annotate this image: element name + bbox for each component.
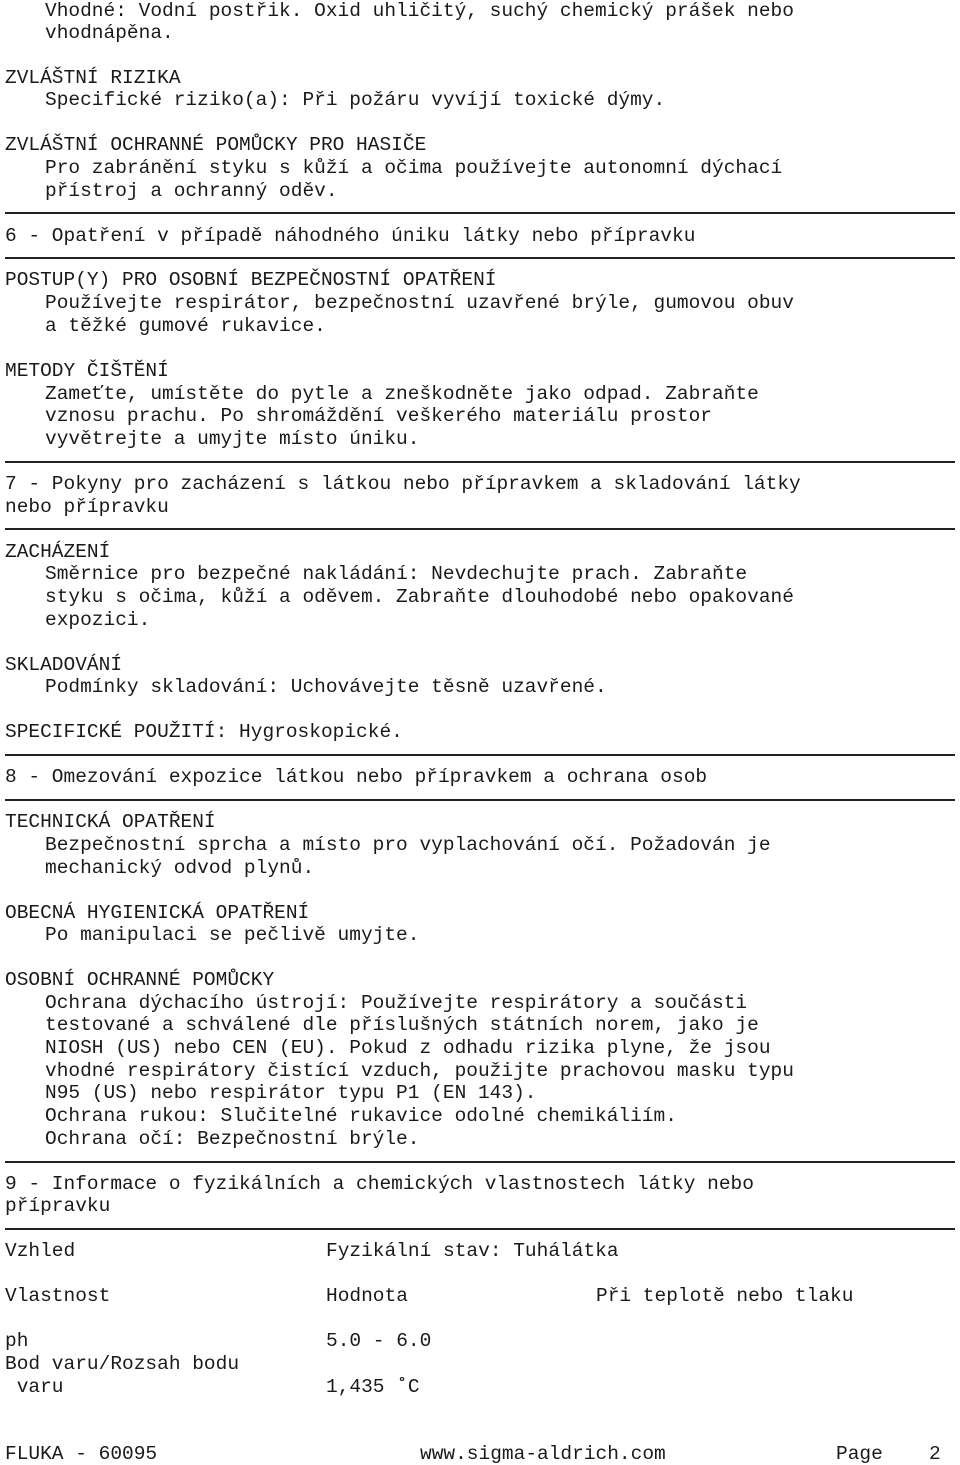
section-subheading: ZVLÁŠTNÍ OCHRANNÉ POMŮCKY PRO HASIČE xyxy=(5,134,427,156)
body-text: testované a schválené dle příslušných státních norem, jako je xyxy=(45,1014,759,1036)
section-subheading: POSTUP(Y) PRO OSOBNÍ BEZPEČNOSTNÍ OPATŘENÍ xyxy=(5,269,497,291)
extinguishing-media-line: vhodnápěna. xyxy=(45,22,174,44)
section-subheading: ZVLÁŠTNÍ RIZIKA xyxy=(5,67,181,89)
section-subheading: ZACHÁZENÍ xyxy=(5,541,111,563)
section-subheading: SPECIFICKÉ POUŽITÍ: Hygroskopické. xyxy=(5,721,403,743)
section-title: 8 - Omezování expozice látkou nebo přípravkem a ochrana osob xyxy=(5,766,708,788)
body-text: NIOSH (US) nebo CEN (EU). Pokud z odhadu rizika plyne, že jsou xyxy=(45,1037,771,1059)
section-divider xyxy=(5,257,955,259)
table-cell-value: 5.0 - 6.0 xyxy=(326,1330,432,1352)
table-cell-property: varu xyxy=(5,1376,64,1398)
body-text: Podmínky skladování: Uchovávejte těsně uzavřené. xyxy=(45,676,607,698)
section-divider xyxy=(5,212,955,214)
body-text: Ochrana rukou: Slučitelné rukavice odolné chemikáliím. xyxy=(45,1105,677,1127)
body-text: vyvětrejte a umyjte místo úniku. xyxy=(45,428,420,450)
table-header-value: Hodnota xyxy=(326,1285,408,1307)
section-title: 6 - Opatření v případě náhodného úniku látky nebo přípravku xyxy=(5,225,696,247)
table-cell-value: 1,435 ˚C xyxy=(326,1376,420,1398)
section-title: nebo přípravku xyxy=(5,496,169,518)
table-cell-property: ph xyxy=(5,1330,29,1352)
footer-page-number: 2 xyxy=(929,1443,941,1465)
section-divider xyxy=(5,528,955,530)
appearance-value: Fyzikální stav: Tuhálátka xyxy=(326,1240,619,1262)
section-subheading: TECHNICKÁ OPATŘENÍ xyxy=(5,811,216,833)
body-text: Specifické riziko(a): Při požáru vyvíjí toxické dýmy. xyxy=(45,89,666,111)
table-cell-property: Bod varu/Rozsah bodu xyxy=(5,1353,240,1375)
table-header-property: Vlastnost xyxy=(5,1285,111,1307)
section-subheading: OSOBNÍ OCHRANNÉ POMŮCKY xyxy=(5,969,275,991)
body-text: Ochrana dýchacího ústrojí: Používejte respirátory a součásti xyxy=(45,992,748,1014)
table-header-condition: Při teplotě nebo tlaku xyxy=(596,1285,854,1307)
body-text: Zameťte, umístěte do pytle a zneškodněte jako odpad. Zabraňte xyxy=(45,383,759,405)
footer-product: FLUKA - 60095 xyxy=(5,1443,158,1465)
appearance-label: Vzhled xyxy=(5,1240,76,1262)
body-text: přístroj a ochranný oděv. xyxy=(45,180,338,202)
body-text: Po manipulaci se pečlivě umyjte. xyxy=(45,924,420,946)
section-title: 9 - Informace o fyzikálních a chemických vlastnostech látky nebo xyxy=(5,1173,754,1195)
body-text: styku s očima, kůží a oděvem. Zabraňte dlouhodobé nebo opakované xyxy=(45,586,794,608)
footer-page-label: Page xyxy=(836,1443,883,1465)
section-subheading: METODY ČIŠTĚNÍ xyxy=(5,360,169,382)
body-text: Pro zabránění styku s kůží a očima používejte autonomní dýchací xyxy=(45,157,783,179)
section-divider xyxy=(5,799,955,801)
body-text: Používejte respirátor, bezpečnostní uzavřené brýle, gumovou obuv xyxy=(45,292,794,314)
body-text: Ochrana očí: Bezpečnostní brýle. xyxy=(45,1128,420,1150)
section-subheading: OBECNÁ HYGIENICKÁ OPATŘENÍ xyxy=(5,902,310,924)
section-divider xyxy=(5,754,955,756)
section-divider xyxy=(5,461,955,463)
body-text: a těžké gumové rukavice. xyxy=(45,315,326,337)
body-text: vznosu prachu. Po shromáždění veškerého materiálu prostor xyxy=(45,405,713,427)
section-title: 7 - Pokyny pro zacházení s látkou nebo přípravkem a skladování látky xyxy=(5,473,801,495)
section-divider xyxy=(5,1228,955,1230)
section-divider xyxy=(5,1161,955,1163)
extinguishing-media-line: Vhodné: Vodní postřik. Oxid uhličitý, suchý chemický prášek nebo xyxy=(45,0,794,22)
body-text: Směrnice pro bezpečné nakládání: Nevdechujte prach. Zabraňte xyxy=(45,563,748,585)
body-text: mechanický odvod plynů. xyxy=(45,857,315,879)
body-text: expozici. xyxy=(45,609,151,631)
body-text: Bezpečnostní sprcha a místo pro vyplachování očí. Požadován je xyxy=(45,834,771,856)
section-subheading: SKLADOVÁNÍ xyxy=(5,654,123,676)
footer-url[interactable]: www.sigma-aldrich.com xyxy=(420,1443,666,1465)
body-text: vhodné respirátory čistící vzduch, použijte prachovou masku typu xyxy=(45,1060,794,1082)
section-title: přípravku xyxy=(5,1195,111,1217)
body-text: N95 (US) nebo respirátor typu P1 (EN 143). xyxy=(45,1082,537,1104)
